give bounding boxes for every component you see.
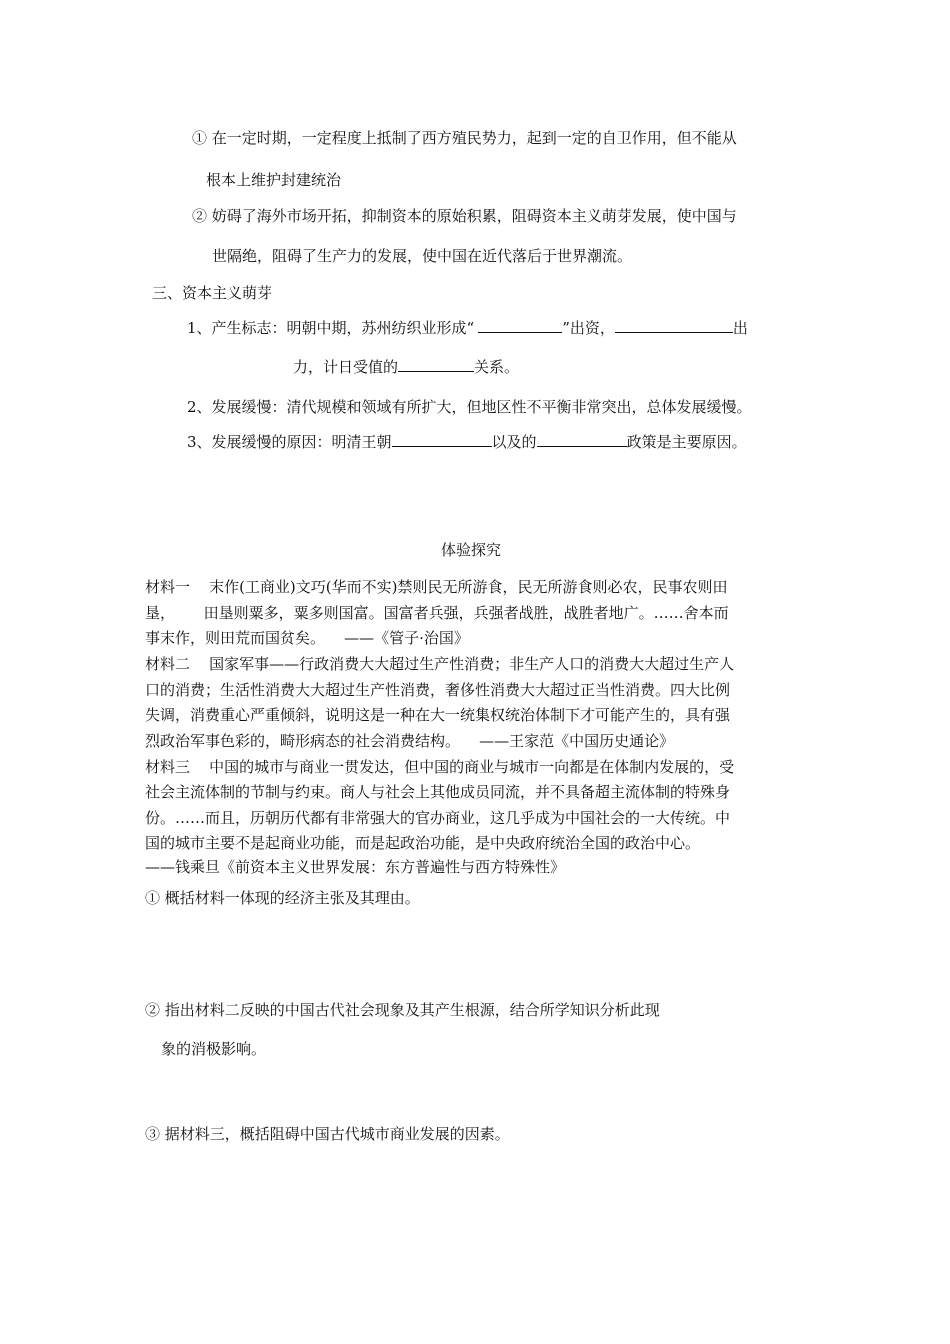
material-line-12: ——钱乘旦《前资本主义世界发展：东方普遍性与西方特殊性》 <box>145 858 566 876</box>
section-3-item-2: 2、发展缓慢：清代规模和领域有所扩大，但地区性不平衡非常突出，总体发展缓慢。 <box>187 398 752 416</box>
section-3-item-3 <box>187 432 747 452</box>
item-3-text-a: 3、发展缓慢的原因：明清王朝 <box>187 433 392 451</box>
item-2-line-1: ② 妨碍了海外市场开拓，抑制资本的原始积累，阻碍资本主义萌芽发展，使中国与 <box>192 207 737 225</box>
material-line-9: 社会主流体制的节制与约束。商人与社会上其他成员同流，并不具备超主流体制的特殊身 <box>145 783 731 801</box>
item-3-text-b: 以及的 <box>491 433 537 451</box>
item-1-text-a: 1、产生标志：明朝中期，苏州纺织业形成“ <box>187 319 475 337</box>
material-line-1: 材料一 末作(工商业)文巧(华而不实)禁则民无所游食，民无所游食则必农，民事农则田 <box>145 578 728 596</box>
material-line-5: 口的消费；生活性消费大大超过生产性消费，奢侈性消费大大超过正当性消费。四大比例 <box>145 681 731 699</box>
material-line-7: 烈政治军事色彩的，畸形病态的社会消费结构。 ——王家范《中国历史通论》 <box>145 732 675 750</box>
blank-1[interactable] <box>478 318 562 333</box>
material-line-8: 材料三 中国的城市与商业一贯发达，但中国的商业与城市一向都是在体制内发展的，受 <box>145 758 735 776</box>
blank-5[interactable] <box>537 432 627 447</box>
item-1-text-d: 力，计日受值的 <box>293 358 399 376</box>
question-1: ① 概括材料一体现的经济主张及其理由。 <box>145 889 420 907</box>
material-line-2: 垦， 田垦则粟多，粟多则国富。国富者兵强，兵强者战胜，战胜者地广。……舍本而 <box>145 604 729 622</box>
blank-4[interactable] <box>392 432 492 447</box>
material-line-3: 事末作，则田荒而国贫矣。 ——《管子·治国》 <box>145 629 469 647</box>
item-1-line-2: 根本上维护封建统治 <box>206 171 342 189</box>
question-2-line-1: ② 指出材料二反映的中国古代社会现象及其产生根源，结合所学知识分析此现 <box>145 1001 660 1019</box>
explore-title: 体验探究 <box>441 541 502 559</box>
item-1-text-b: ”出资， <box>562 319 615 337</box>
item-2-line-2: 世隔绝，阻碍了生产力的发展，使中国在近代落后于世界潮流。 <box>212 247 633 265</box>
material-line-6: 失调，消费重心严重倾斜，说明这是一种在大一统集权统治体制下才可能产生的，具有强 <box>145 706 731 724</box>
question-3: ③ 据材料三，概括阻碍中国古代城市商业发展的因素。 <box>145 1125 510 1143</box>
item-1-line-1: ① 在一定时期，一定程度上抵制了西方殖民势力，起到一定的自卫作用，但不能从 <box>192 129 737 147</box>
question-2-line-2: 象的消极影响。 <box>161 1040 267 1058</box>
section-3-item-1-line-2 <box>293 357 519 377</box>
section-3-title: 三、资本主义萌芽 <box>152 284 273 302</box>
item-1-text-c: 出 <box>732 319 748 337</box>
material-line-11: 国的城市主要不是起商业功能，而是起政治功能，是中央政府统治全国的政治中心。 <box>145 834 701 852</box>
blank-3[interactable] <box>398 357 474 372</box>
item-3-text-c: 政策是主要原因。 <box>626 433 747 451</box>
material-line-4: 材料二 国家军事——行政消费大大超过生产性消费；非生产人口的消费大大超过生产人 <box>145 655 735 673</box>
blank-2[interactable] <box>615 318 733 333</box>
item-1-text-e: 关系。 <box>474 358 520 376</box>
material-line-10: 份。……而且，历朝历代都有非常强大的官办商业，这几乎成为中国社会的一大传统。中 <box>145 809 731 827</box>
section-3-item-1-line-1 <box>187 318 748 338</box>
